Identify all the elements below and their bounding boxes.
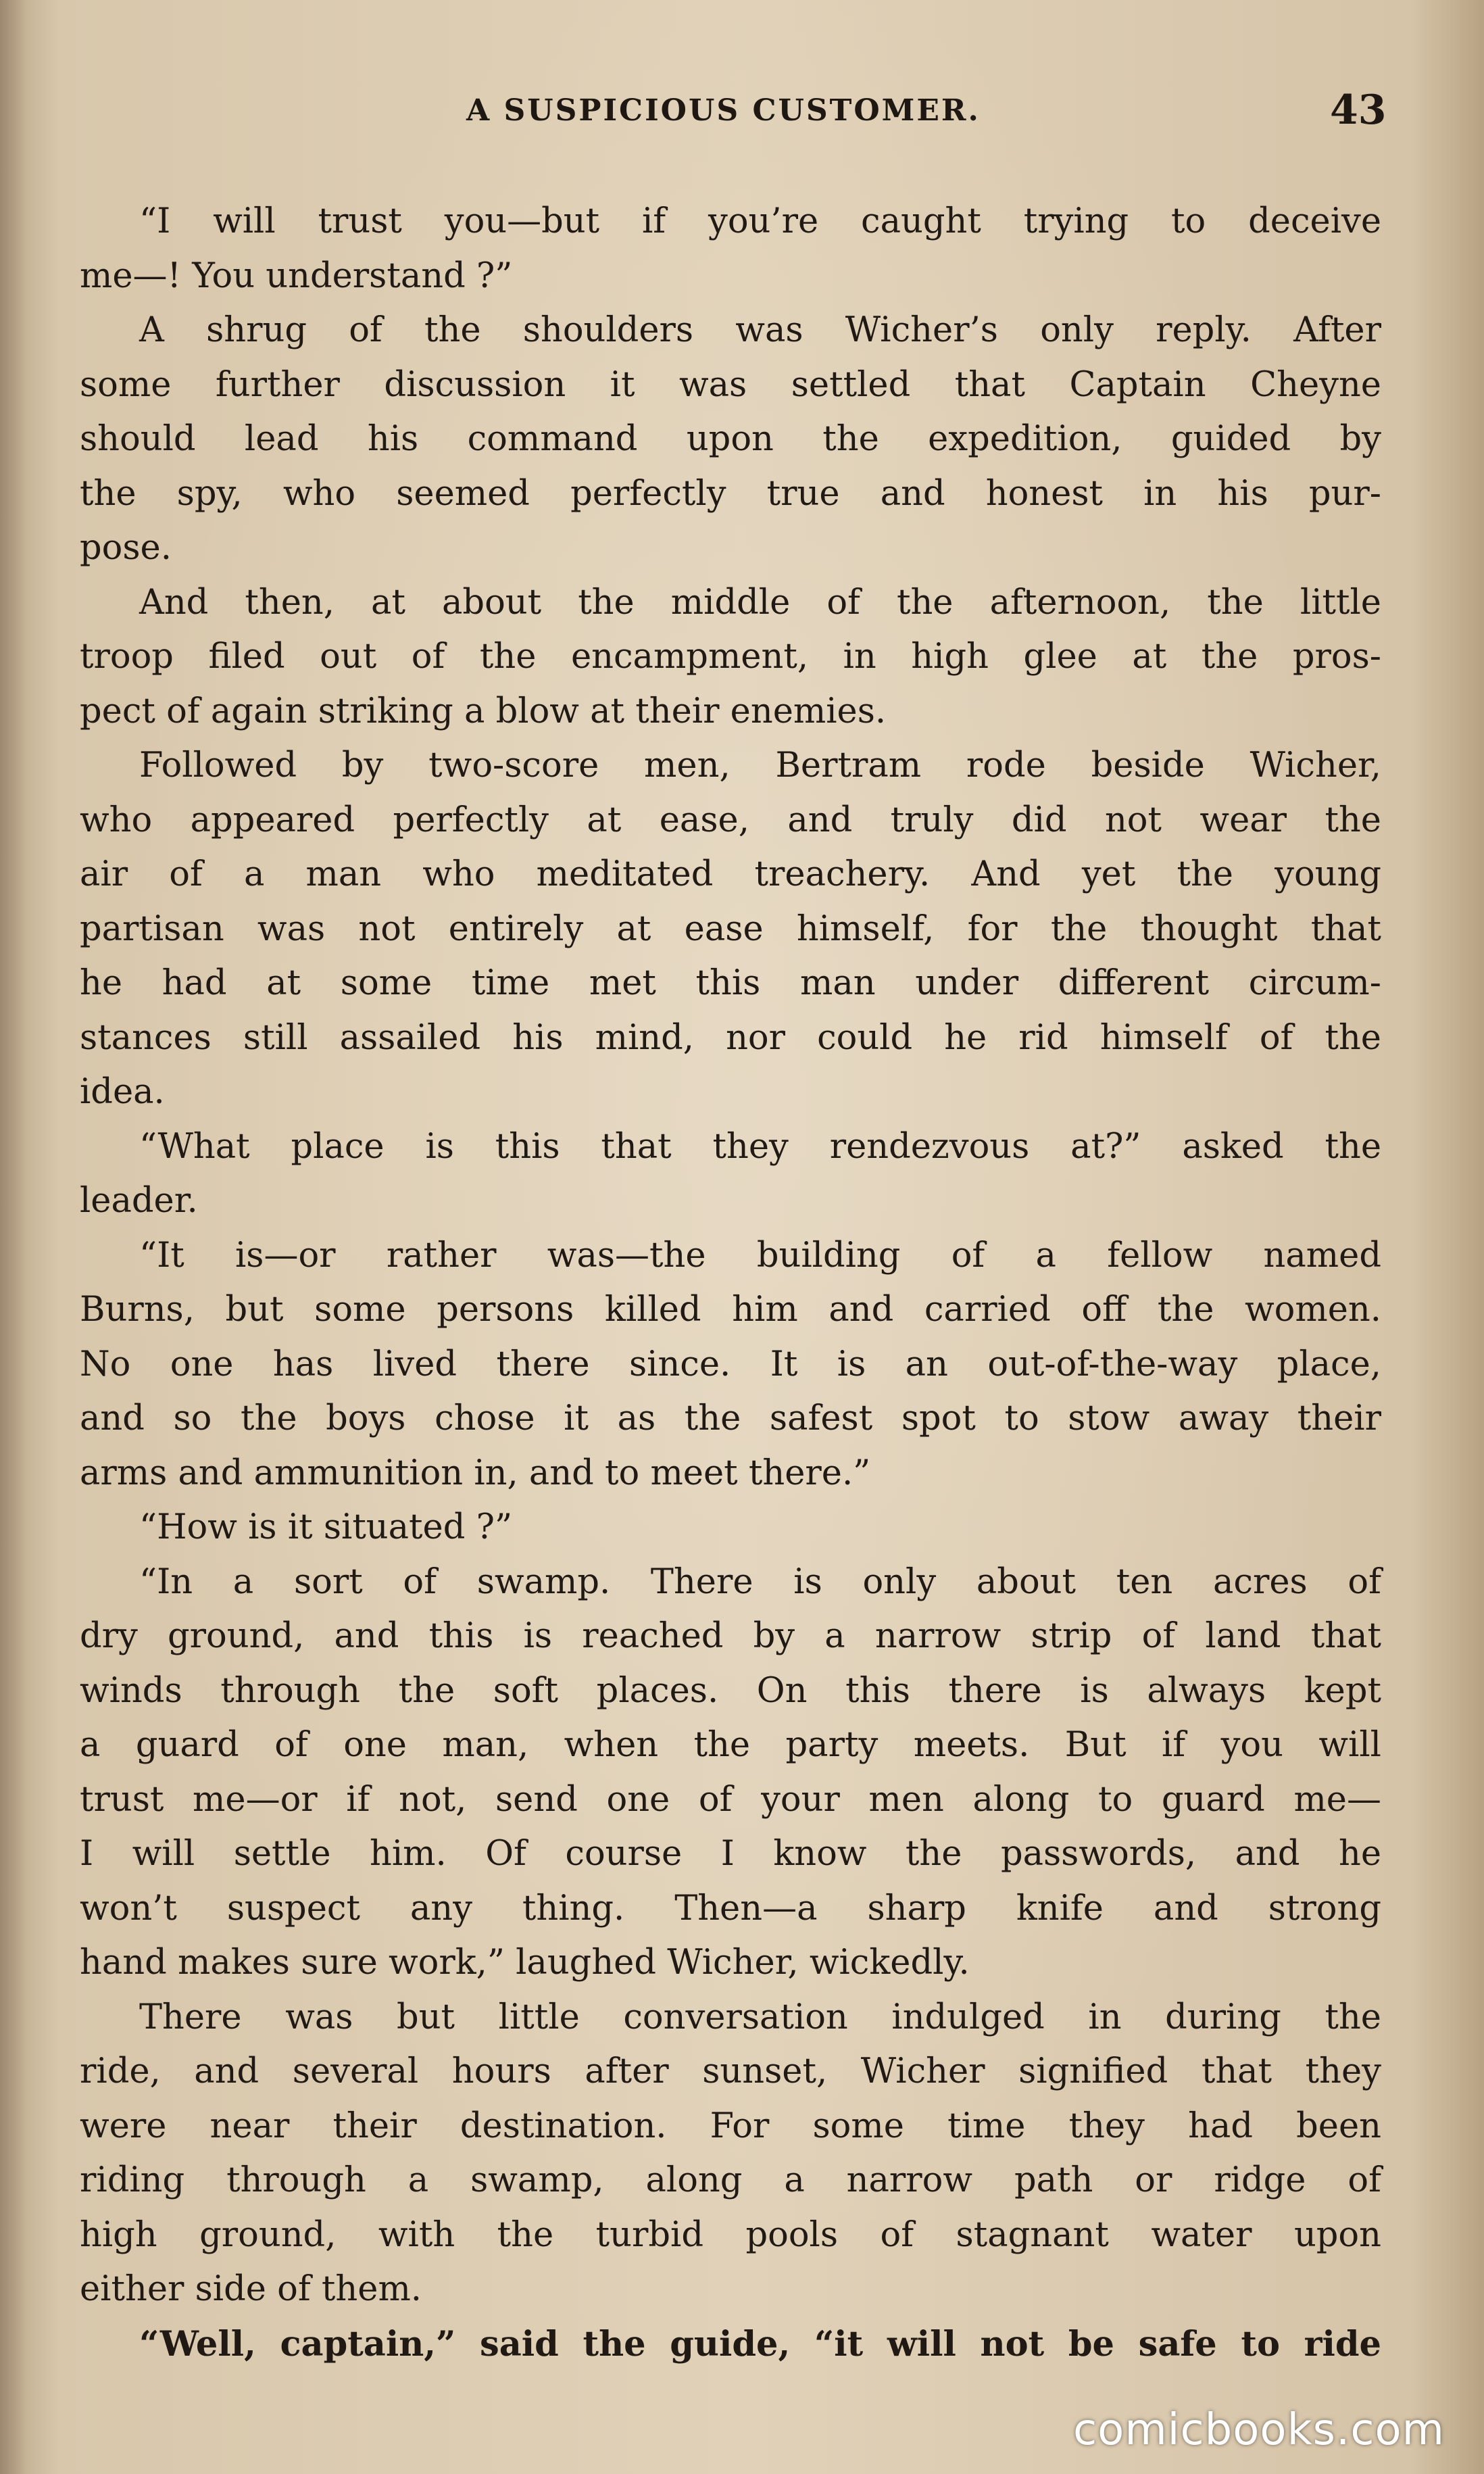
- text-line: “I will trust you—but if you’re caught trying to deceive: [139, 201, 1381, 241]
- text-line: leader.: [80, 1181, 198, 1221]
- text-line: stances still assailed his mind, nor could he rid himself of the: [80, 1017, 1381, 1058]
- text-line: troop filed out of the encampment, in high glee at the pros-: [80, 637, 1381, 677]
- text-line: pect of again striking a blow at their enemies.: [80, 691, 887, 731]
- text-line: hand makes sure work,” laughed Wicher, wickedly.: [80, 1943, 970, 1983]
- text-line: pose.: [80, 528, 172, 568]
- text-line: A shrug of the shoulders was Wicher’s only reply. After: [139, 310, 1381, 350]
- text-line: me—! You understand ?”: [80, 256, 513, 296]
- page-shadow: [0, 0, 27, 2474]
- text-line: Followed by two-score men, Bertram rode beside Wicher,: [139, 746, 1381, 785]
- text-line: “It is—or rather was—the building of a fellow named: [139, 1235, 1381, 1276]
- text-line: some further discussion it was settled that Captain Cheyne: [80, 364, 1381, 405]
- text-line: he had at some time met this man under different circum-: [80, 963, 1381, 1003]
- running-head: [0, 87, 1484, 147]
- chapter-title: A SUSPICIOUS CUSTOMER.: [466, 93, 981, 128]
- text-line: winds through the soft places. On this there is always kept: [80, 1670, 1381, 1711]
- body-text: [80, 195, 1381, 2371]
- text-line: “What place is this that they rendezvous at?” asked the: [139, 1126, 1381, 1167]
- text-line: high ground, with the turbid pools of stagnant water upon: [80, 2214, 1381, 2255]
- text-line: idea.: [80, 1072, 165, 1112]
- text-line: ride, and several hours after sunset, Wicher signified that they: [80, 2052, 1381, 2091]
- text-line: No one has lived there since. It is an out-of-the-way place,: [80, 1344, 1381, 1384]
- text-line: air of a man who meditated treachery. And yet the young: [80, 854, 1381, 894]
- text-line: a guard of one man, when the party meets. But if you will: [80, 1725, 1381, 1765]
- text-line: either side of them.: [80, 2269, 422, 2309]
- text-line: “Well, captain,” said the guide, “it will not be safe to ride: [139, 2323, 1381, 2364]
- text-line: won’t suspect any thing. Then—a sharp knife and strong: [80, 1888, 1381, 1929]
- text-line: the spy, who seemed perfectly true and honest in his pur-: [80, 473, 1381, 514]
- text-line: arms and ammunition in, and to meet there.”: [80, 1453, 871, 1493]
- text-line: There was but little conversation indulged in during the: [139, 1997, 1381, 2037]
- text-line: trust me—or if not, send one of your men along to guard me—: [80, 1779, 1381, 1820]
- text-line: should lead his command upon the expedition, guided by: [80, 419, 1381, 459]
- text-line: “How is it situated ?”: [139, 1507, 513, 1547]
- text-line: riding through a swamp, along a narrow path or ridge of: [80, 2160, 1381, 2200]
- text-line: Burns, but some persons killed him and carried off the women.: [80, 1290, 1381, 1330]
- text-line: And then, at about the middle of the afternoon, the little: [139, 582, 1381, 623]
- text-line: “In a sort of swamp. There is only about ten acres of: [139, 1561, 1381, 1602]
- text-line: dry ground, and this is reached by a narrow strip of land that: [80, 1616, 1381, 1656]
- text-line: who appeared perfectly at ease, and truly did not wear the: [80, 800, 1381, 840]
- text-line: were near their destination. For some time they had been: [80, 2106, 1381, 2146]
- text-line: and so the boys chose it as the safest spot to stow away their: [80, 1399, 1381, 1438]
- page-number: 43: [1330, 87, 1387, 134]
- text-line: I will settle him. Of course I know the passwords, and he: [80, 1834, 1381, 1874]
- text-line: partisan was not entirely at ease himself, for the thought that: [80, 908, 1381, 949]
- site-watermark: comicbooks.com: [1072, 2405, 1445, 2455]
